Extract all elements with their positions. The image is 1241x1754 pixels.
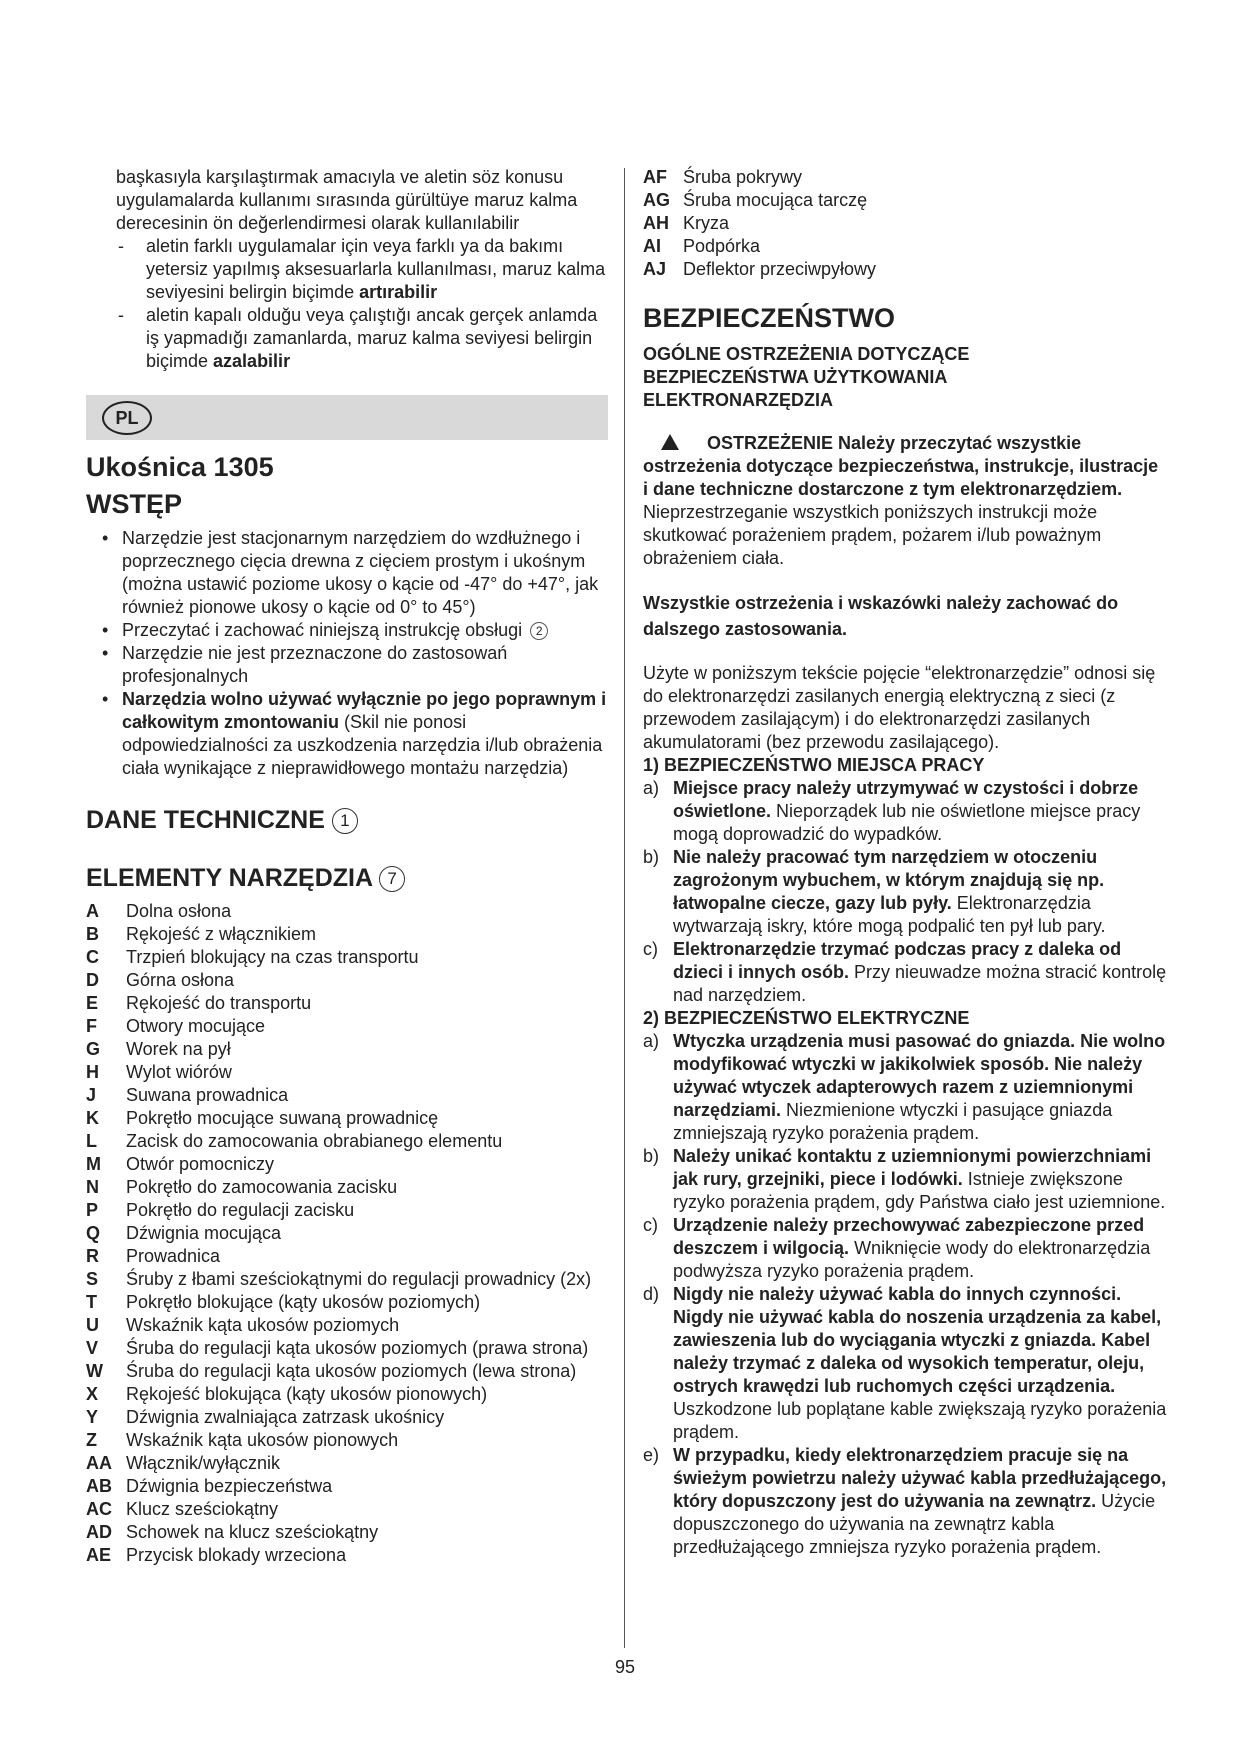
element-label: Pokrętło do zamocowania zacisku	[126, 1177, 398, 1197]
right-column	[643, 166, 1168, 1559]
element-label: Pokrętło do regulacji zacisku	[126, 1200, 355, 1220]
element-label: Kryza	[683, 213, 730, 233]
item-text: Wniknięcie wody do elektronarzędzia podwyższa ryzyko porażenia prądem.	[673, 1238, 1151, 1281]
tech-heading-text: DANE TECHNICZNE	[86, 806, 325, 834]
element-key: AG	[643, 190, 670, 210]
item-bold: Należy unikać kontaktu z uziemnionymi powierzchniami jak rury, grzejniki, piece i lodówki.	[673, 1146, 1152, 1189]
language-band	[86, 395, 608, 440]
element-item	[86, 1245, 612, 1268]
element-key: X	[86, 1384, 99, 1404]
element-key: G	[86, 1039, 101, 1059]
warning-icon	[661, 434, 679, 450]
element-label: Trzpień blokujący na czas transportu	[126, 947, 419, 967]
element-label: Dźwignia zwalniająca zatrzask ukośnicy	[126, 1407, 445, 1427]
safety-item	[643, 1214, 1168, 1283]
intro-heading: WSTĘP	[86, 489, 183, 519]
element-item	[86, 1084, 612, 1107]
item-label: e)	[643, 1445, 660, 1465]
left-column	[116, 166, 612, 373]
item-label: a)	[643, 778, 660, 798]
element-key: V	[86, 1338, 99, 1358]
item-bold: W przypadku, kiedy elektronarzędziem pracuje się na świeżym powietrzu należy używać kabla przedłużającego, który dopuszczony jest do używania na zewnątrz.	[673, 1445, 1167, 1511]
item-bold: Urządzenie należy przechowywać zabezpieczone przed deszczem i wilgocią.	[673, 1215, 1145, 1258]
element-label: Otwór pomocniczy	[126, 1154, 275, 1174]
element-key: AI	[643, 236, 661, 256]
item-bold: Nie należy pracować tym narzędziem w otoczeniu zagrożonym wybuchem, w którym znajdują się np. łatwopalne ciecze, gazy lub pyły.	[673, 847, 1105, 913]
element-key: R	[86, 1246, 99, 1266]
element-item	[86, 1130, 612, 1153]
bullet-bold: Narzędzia wolno używać wyłącznie po jego poprawnym i całkowitym zmontowaniu	[122, 689, 607, 732]
element-item	[643, 212, 1168, 235]
term-note: Użyte w poniższym tekście pojęcie “elektronarzędzie” odnosi się do elektronarzędzi zasilanych energią elektryczną z sieci (z przewodem zasilającym) i do elektronarzędzi zasilanych akumulatorami (bez przewodu zasilającego).	[643, 663, 1156, 752]
safety-item	[643, 1145, 1168, 1214]
element-item	[86, 992, 612, 1015]
elements-list	[86, 900, 612, 1567]
element-label: Śruba do regulacji kąta ukosów poziomych (lewa strona)	[126, 1361, 577, 1381]
dash-text: aletin kapalı olduğu veya çalıştığı ancak gerçek anlamda iş yapmadığı zamanlarda, maruz kalma seviyesi belirgin biçimde	[146, 305, 598, 371]
safety-sections	[643, 754, 1168, 1559]
element-item	[643, 258, 1168, 281]
element-key: AD	[86, 1522, 112, 1542]
product-title: Ukośnica 1305	[86, 452, 274, 482]
element-label: Otwory mocujące	[126, 1016, 266, 1036]
bullet-text: Przeczytać i zachować niniejszą instrukcję obsługi	[122, 620, 523, 640]
dash-bold: azalabilir	[213, 351, 291, 371]
element-key: N	[86, 1177, 99, 1197]
element-key: Y	[86, 1407, 99, 1427]
item-label: c)	[643, 1215, 658, 1235]
element-key: C	[86, 947, 99, 967]
element-item	[86, 1061, 612, 1084]
element-item	[643, 189, 1168, 212]
element-key: A	[86, 901, 99, 921]
element-item	[86, 1475, 612, 1498]
element-key: W	[86, 1361, 103, 1381]
element-key: S	[86, 1269, 99, 1289]
item-text: Użycie dopuszczonego do używania na zewnątrz kabla przedłużającego zmniejsza ryzyko porażenia prądem.	[673, 1491, 1156, 1557]
warning-paragraph	[643, 432, 1168, 570]
safety-item	[643, 777, 1168, 846]
figure-ref: 1	[332, 808, 358, 834]
item-bold: Nigdy nie należy używać kabla do innych czynności. Nigdy nie używać kabla do noszenia urządzenia za kabel, zawieszenia lub do wyciągania wtyczki z gniazda. Kabel należy trzymać z daleka od wysokich temperatur, oleju, ostrych krawędzi lub ruchomych części urządzenia.	[673, 1284, 1162, 1396]
warning-bold: OSTRZEŻENIE Należy przeczytać wszystkie ostrzeżenia dotyczące bezpieczeństwa, instrukcje, ilustracje i dane techniczne dostarczone z tym elektronarzędziem.	[643, 433, 1159, 499]
element-label: Włącznik/wyłącznik	[126, 1453, 281, 1473]
elements-list-continued	[643, 166, 1168, 281]
safety-item	[643, 938, 1168, 1007]
item-text: Uszkodzone lub poplątane kable zwiększają ryzyko porażenia prądem.	[673, 1399, 1167, 1442]
figure-ref: 7	[379, 866, 405, 892]
dash-text: aletin farklı uygulamalar için veya farklı ya da bakımı yetersiz yapılmış aksesuarlarla kullanılması, maruz kalma seviyesini belirgin biçimde	[146, 236, 606, 302]
element-item	[86, 1544, 612, 1567]
safety-item	[643, 846, 1168, 938]
element-key: P	[86, 1200, 99, 1220]
element-label: Śruba do regulacji kąta ukosów poziomych (prawa strona)	[126, 1338, 589, 1358]
warning-text: Nieprzestrzeganie wszystkich poniższych instrukcji może skutkować porażeniem prądem, pożarem i/lub poważnym obrażeniem ciała.	[643, 502, 1102, 568]
element-item	[86, 923, 612, 946]
item-bold: Miejsce pracy należy utrzymywać w czystości i dobrze oświetlone.	[673, 778, 1139, 821]
intro-section	[86, 450, 612, 1567]
elements-heading	[86, 862, 612, 894]
bullet-text: Narzędzie jest stacjonarnym narzędziem do wzdłużnego i poprzecznego cięcia drewna z cięciem prostym i ukośnym (można ustawić poziome ukosy o kącie od -47° do +47°, jak również pionowe ukosy o kącie od 0° to 45°)	[122, 528, 599, 617]
element-key: Z	[86, 1430, 97, 1450]
element-label: Suwana prowadnica	[126, 1085, 289, 1105]
element-label: Rękojeść blokująca (kąty ukosów pionowych)	[126, 1384, 488, 1404]
language-badge: PL	[102, 401, 152, 435]
element-label: Podpórka	[683, 236, 761, 256]
element-label: Wylot wiórów	[126, 1062, 232, 1082]
element-item	[86, 1406, 612, 1429]
section-title: 2) BEZPIECZEŃSTWO ELEKTRYCZNE	[643, 1008, 970, 1028]
element-key: Q	[86, 1223, 101, 1243]
element-item	[86, 1268, 612, 1291]
element-key: T	[86, 1292, 97, 1312]
element-item	[86, 1199, 612, 1222]
element-label: Deflektor przeciwpyłowy	[683, 259, 877, 279]
element-label: Przycisk blokady wrzeciona	[126, 1545, 347, 1565]
element-key: B	[86, 924, 99, 944]
element-item	[643, 166, 1168, 189]
tr-intro-paragraph: başkasıyla karşılaştırmak amacıyla ve aletin söz konusu uygulamalarda kullanımı sırasında gürültüye maruz kalma derecesinin ön değerlendirmesi olarak kullanılabilir	[116, 167, 578, 233]
element-key: E	[86, 993, 99, 1013]
item-label: b)	[643, 1146, 660, 1166]
element-label: Pokrętło mocujące suwaną prowadnicę	[126, 1108, 439, 1128]
element-label: Worek na pył	[126, 1039, 231, 1059]
keep-note: Wszystkie ostrzeżenia i wskazówki należy zachować do dalszego zastosowania.	[643, 593, 1119, 639]
element-item	[86, 946, 612, 969]
element-key: U	[86, 1315, 99, 1335]
safety-item	[643, 1283, 1168, 1444]
page-number: 95	[614, 1657, 636, 1677]
element-item	[86, 1383, 612, 1406]
element-item	[86, 1222, 612, 1245]
element-label: Wskaźnik kąta ukosów pionowych	[126, 1430, 399, 1450]
intro-bullet	[102, 688, 612, 780]
element-label: Śruba mocująca tarczę	[683, 190, 868, 210]
element-item	[86, 1015, 612, 1038]
element-item	[86, 1107, 612, 1130]
element-key: K	[86, 1108, 99, 1128]
element-key: AE	[86, 1545, 112, 1565]
element-item	[86, 1153, 612, 1176]
element-label: Wskaźnik kąta ukosów poziomych	[126, 1315, 400, 1335]
item-text: Istnieje zwiększone ryzyko porażenia prądem, gdy Państwa ciało jest uziemnione.	[673, 1169, 1166, 1212]
element-label: Klucz sześciokątny	[126, 1499, 279, 1519]
element-label: Schowek na klucz sześciokątny	[126, 1522, 379, 1542]
tr-dash-item	[116, 235, 612, 304]
element-label: Dźwignia mocująca	[126, 1223, 282, 1243]
element-item	[86, 900, 612, 923]
elements-heading-text: ELEMENTY NARZĘDZIA	[86, 864, 373, 892]
element-item	[86, 1452, 612, 1475]
element-item	[86, 1498, 612, 1521]
element-item	[86, 1038, 612, 1061]
element-key: L	[86, 1131, 97, 1151]
item-label: b)	[643, 847, 660, 867]
safety-item	[643, 1030, 1168, 1145]
element-label: Rękojeść do transportu	[126, 993, 312, 1013]
element-label: Śruby z łbami sześciokątnymi do regulacji prowadnicy (2x)	[126, 1269, 592, 1289]
element-key: M	[86, 1154, 101, 1174]
safety-subheading: OGÓLNE OSTRZEŻENIA DOTYCZĄCE BEZPIECZEŃSTWA UŻYTKOWANIA ELEKTRONARZĘDZIA	[643, 344, 970, 410]
element-item	[86, 1291, 612, 1314]
element-item	[86, 1360, 612, 1383]
tr-dash-item	[116, 304, 612, 373]
element-item	[86, 1314, 612, 1337]
element-key: AA	[86, 1453, 112, 1473]
element-label: Rękojeść z włącznikiem	[126, 924, 317, 944]
item-text: Przy nieuwadze można stracić kontrolę nad narzędziem.	[673, 962, 1167, 1005]
intro-bullet	[102, 619, 612, 642]
column-divider	[624, 168, 625, 1648]
element-key: AC	[86, 1499, 112, 1519]
item-label: c)	[643, 939, 658, 959]
element-key: AJ	[643, 259, 667, 279]
element-key: AH	[643, 213, 669, 233]
element-label: Śruba pokrywy	[683, 167, 803, 187]
item-label: a)	[643, 1031, 660, 1051]
element-label: Dźwignia bezpieczeństwa	[126, 1476, 333, 1496]
figure-ref: 2	[530, 622, 548, 640]
intro-bullet	[102, 642, 612, 688]
dash-bold: artırabilir	[359, 282, 438, 302]
element-label: Dolna osłona	[126, 901, 232, 921]
element-item	[86, 969, 612, 992]
safety-heading: BEZPIECZEŃSTWO	[643, 303, 896, 333]
item-text: Elektronarzędzia wytwarzają iskry, które mogą podpalić ten pył lub pary.	[673, 893, 1106, 936]
intro-bullet	[102, 527, 612, 619]
item-label: d)	[643, 1284, 660, 1304]
element-item	[86, 1429, 612, 1452]
item-bold: Elektronarzędzie trzymać podczas pracy z daleka od dzieci i innych osób.	[673, 939, 1122, 982]
element-key: J	[86, 1085, 97, 1105]
bullet-text: (Skil nie ponosi odpowiedzialności za uszkodzenia narzędzia i/lub obrażenia ciała wynikające z nieprawidłowego montażu narzędzia)	[122, 712, 603, 778]
safety-item	[643, 1444, 1168, 1559]
element-key: F	[86, 1016, 97, 1036]
element-label: Prowadnica	[126, 1246, 221, 1266]
element-key: AB	[86, 1476, 112, 1496]
element-item	[643, 235, 1168, 258]
element-item	[86, 1337, 612, 1360]
item-bold: Wtyczka urządzenia musi pasować do gniazda. Nie wolno modyfikować wtyczki w jakikolwiek sposób. Nie należy używać wtyczek adapterowych razem z uziemnionymi narzędziami.	[673, 1031, 1166, 1120]
element-label: Pokrętło blokujące (kąty ukosów poziomych)	[126, 1292, 481, 1312]
section-title: 1) BEZPIECZEŃSTWO MIEJSCA PRACY	[643, 755, 985, 775]
element-item	[86, 1176, 612, 1199]
element-label: Zacisk do zamocowania obrabianego elementu	[126, 1131, 503, 1151]
tech-heading	[86, 804, 612, 836]
bullet-text: Narzędzie nie jest przeznaczone do zastosowań profesjonalnych	[122, 643, 508, 686]
item-text: Niezmienione wtyczki i pasujące gniazda zmniejszają ryzyko porażenia prądem.	[673, 1100, 1113, 1143]
element-key: H	[86, 1062, 99, 1082]
element-item	[86, 1521, 612, 1544]
element-label: Górna osłona	[126, 970, 235, 990]
item-text: Nieporządek lub nie oświetlone miejsce pracy mogą doprowadzić do wypadków.	[673, 801, 1141, 844]
element-key: AF	[643, 167, 667, 187]
element-key: D	[86, 970, 99, 990]
